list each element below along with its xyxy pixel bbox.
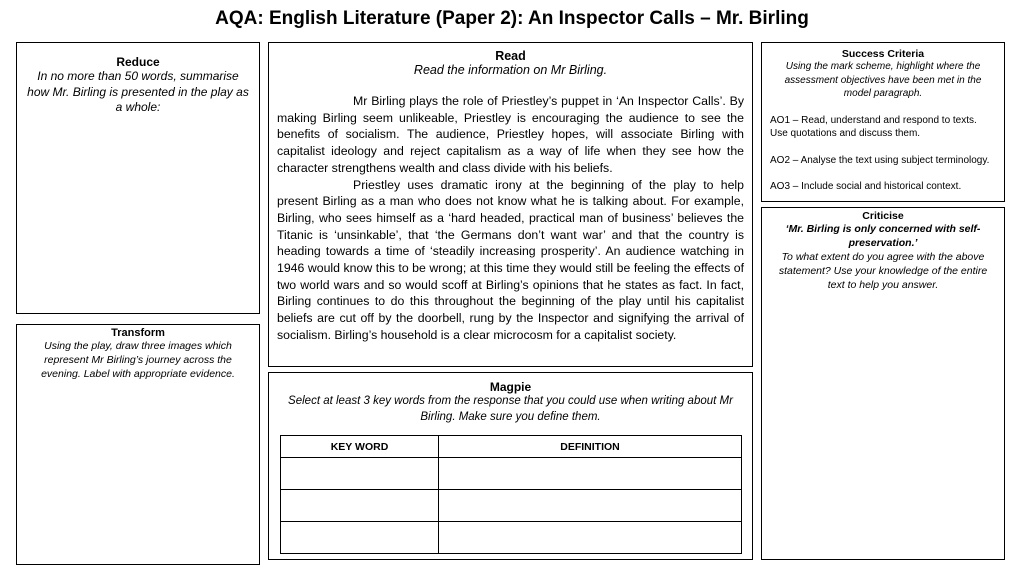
- key-word-cell[interactable]: [281, 458, 439, 490]
- transform-instruction: Using the play, draw three images which represent Mr Birling’s journey across the evening. Label with appropriate evidence.: [41, 340, 235, 380]
- key-word-cell[interactable]: [281, 522, 439, 554]
- criticise-quote: ‘Mr. Birling is only concerned with self-preservation.’: [785, 223, 981, 249]
- success-criteria-heading: Success Criteria: [841, 48, 925, 60]
- criterion-ao2: AO2 – Analyse the text using subject terminology.: [770, 154, 990, 166]
- success-criteria-box: [761, 42, 1005, 202]
- criticise-box[interactable]: [761, 207, 1005, 560]
- criterion-ao3: AO3 – Include social and historical context.: [770, 181, 962, 192]
- keyword-table: [280, 435, 742, 554]
- magpie-box: [268, 372, 753, 560]
- read-paragraph: Mr Birling plays the role of Priestley’s puppet in ‘An Inspector Calls’. By making Birling seem unlikeable, Priestley is encouraging the audience to see the benefits of socialism. The audience, Priestley hopes, will associate Birling with capitalist ideology and reject capitalism as a way of life when they see how the character strengthens wealth and class divide with his beliefs.: [277, 94, 744, 175]
- table-row: [281, 522, 742, 554]
- reduce-box[interactable]: [16, 42, 260, 314]
- key-word-column-header: KEY WORD: [281, 436, 439, 458]
- transform-box[interactable]: [16, 324, 260, 565]
- read-instruction: Read the information on Mr Birling.: [413, 63, 608, 77]
- criticise-heading: Criticise: [862, 210, 904, 222]
- magpie-instruction: Select at least 3 key words from the response that you could use when writing about Mr Birling. Make sure you define them.: [288, 395, 733, 423]
- definition-cell[interactable]: [439, 522, 742, 554]
- definition-cell[interactable]: [439, 458, 742, 490]
- reduce-heading: Reduce: [116, 55, 160, 69]
- criterion-ao1: AO1 – Read, understand and respond to texts. Use quotations and discuss them.: [770, 114, 977, 139]
- success-criteria-instruction: Using the mark scheme, highlight where the assessment objectives have been met in the model paragraph.: [784, 61, 982, 99]
- read-heading: Read: [495, 49, 526, 63]
- read-paragraph: Priestley uses dramatic irony at the beginning of the play to help present Birling as a man who does not know what he is talking about. For example, Birling, who sees himself as a ‘hard headed, practical man of business’ believes the Titanic is ‘unsinkable’, that ‘the Germans don’t want war’ and that the country is heading towards a time of ‘steadily increasing prosperity’. An audience watching in 1946 would know this to be wrong; at this time they would still be feeling the effects of two world wars and so would scoff at Birling’s opinions that he states as fact. In fact, Birling continues to do this throughout the beginning of the play until his capitalist beliefs are cut off by the doorbell, rung by the Inspector and signifying the arrival of socialism. Birling’s household is a clear microcosm for a capitalist society.: [277, 177, 744, 342]
- reduce-instruction: In no more than 50 words, summarise how Mr. Birling is presented in the play as a whole:: [27, 69, 249, 114]
- table-row: [281, 458, 742, 490]
- criticise-instruction: To what extent do you agree with the above statement? Use your knowledge of the entire text to help you answer.: [778, 251, 988, 291]
- magpie-heading: Magpie: [489, 380, 532, 394]
- keyword-table-header: [281, 436, 742, 458]
- transform-heading: Transform: [111, 327, 165, 339]
- key-word-cell[interactable]: [281, 490, 439, 522]
- table-row: [281, 490, 742, 522]
- definition-column-header: DEFINITION: [439, 436, 742, 458]
- page-title: AQA: English Literature (Paper 2): An Inspector Calls – Mr. Birling: [215, 8, 809, 29]
- read-box: [268, 42, 753, 367]
- definition-cell[interactable]: [439, 490, 742, 522]
